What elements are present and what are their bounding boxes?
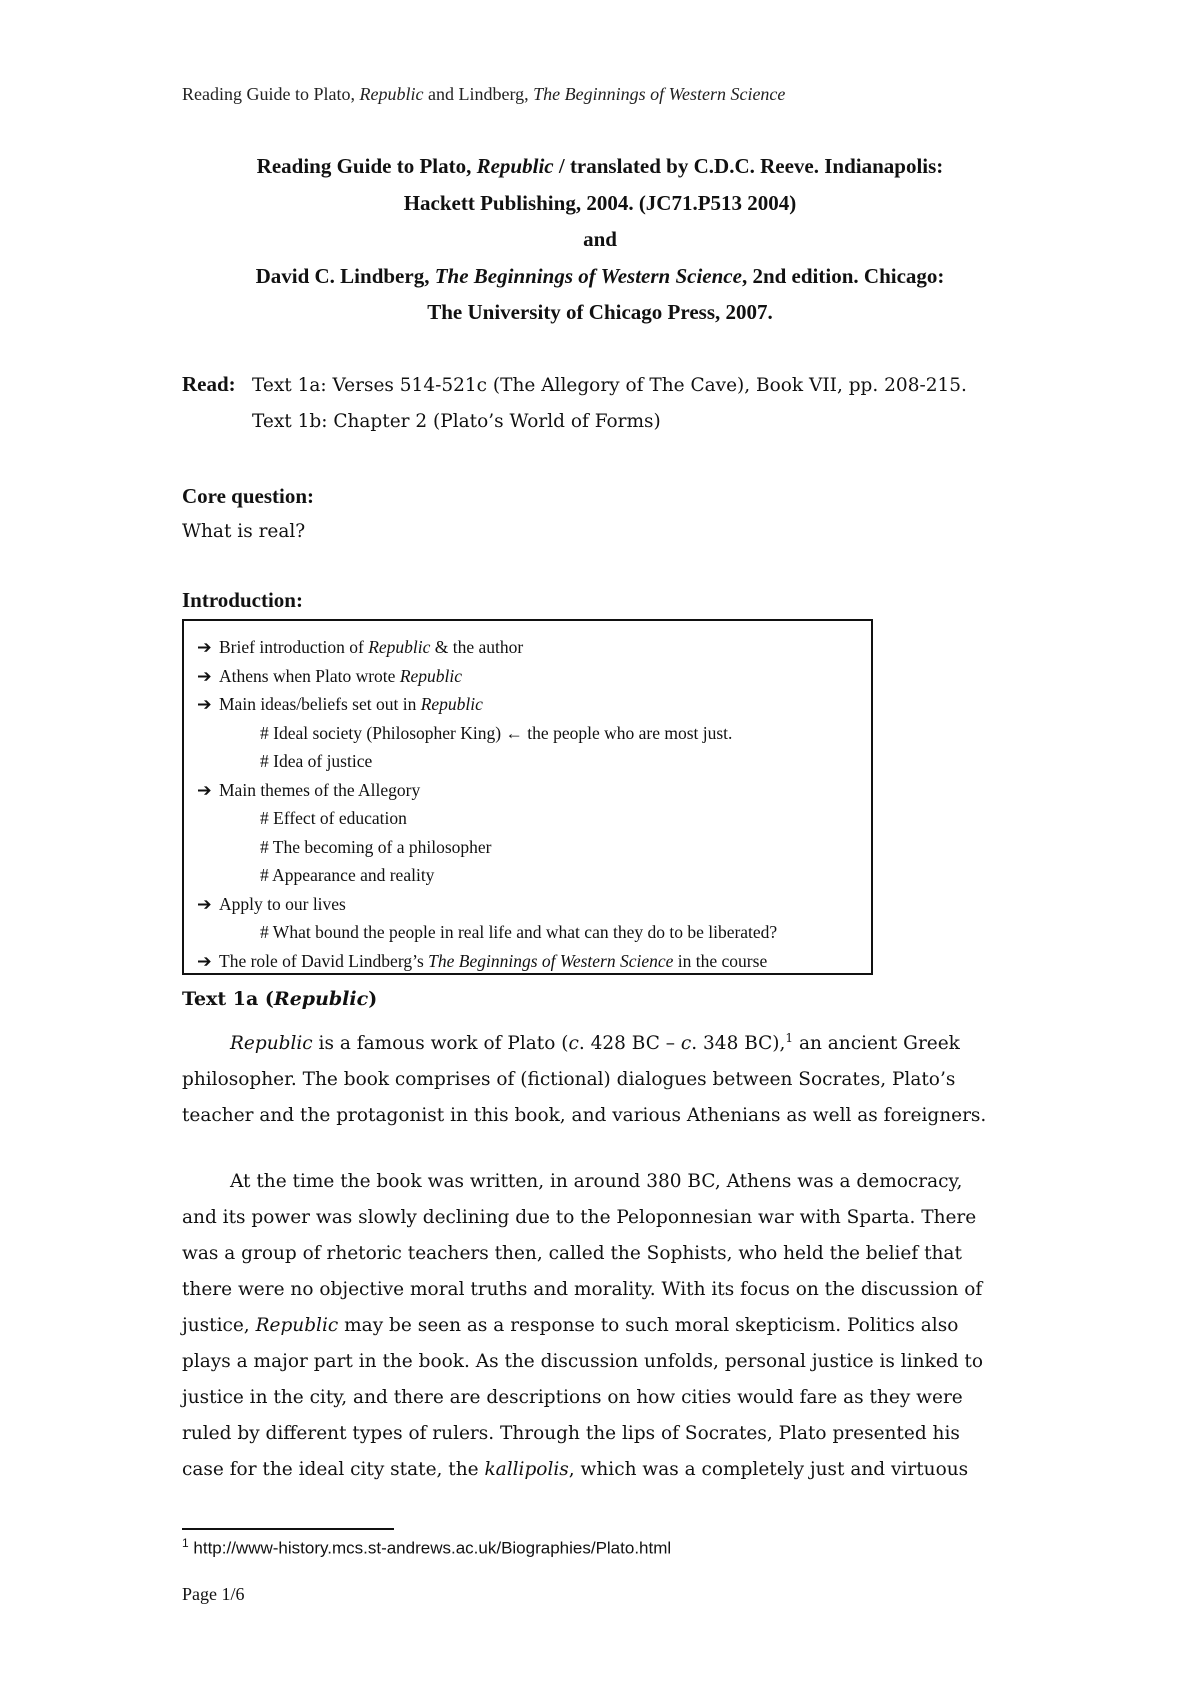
introduction-label: Introduction: <box>182 588 303 612</box>
read-line-2: Text 1b: Chapter 2 (Plato’s World of Forms) <box>252 411 661 432</box>
footnote <box>182 1536 671 1559</box>
title-line-3: and <box>583 227 617 251</box>
paragraph-line: case for the ideal city state, the kallipolis, which was a completely just and virtuous <box>182 1459 969 1480</box>
page-number: Page 1/6 <box>182 1584 245 1604</box>
outline-subitem: # Appearance and reality <box>260 865 435 885</box>
arrow-right-icon: ➔ <box>197 950 212 971</box>
core-question-text: What is real? <box>182 521 306 542</box>
outline-subitem: # What bound the people in real life and what can they do to be liberated? <box>260 922 778 942</box>
title-line-1: Reading Guide to Plato, Republic / translated by C.D.C. Reeve. Indianapolis: <box>256 154 944 178</box>
outline-subitem: # Effect of education <box>260 808 407 828</box>
title-line-5: The University of Chicago Press, 2007. <box>427 300 773 324</box>
outline-item: ➔ Apply to our lives <box>197 890 861 919</box>
header-text: Reading Guide to Plato, <box>182 84 360 104</box>
arrow-right-icon: ➔ <box>197 779 212 800</box>
paragraph-line: philosopher. The book comprises of (fictional) dialogues between Socrates, Plato’s <box>182 1069 956 1091</box>
paragraph-line: there were no objective moral truths and morality. With its focus on the discussion of <box>182 1279 983 1300</box>
running-header <box>182 84 785 105</box>
title-line-2: Hackett Publishing, 2004. (JC71.P513 2004) <box>403 190 797 215</box>
arrow-right-icon: ➔ <box>197 694 212 714</box>
core-question-section <box>182 478 314 550</box>
arrow-right-icon: ➔ <box>197 665 212 686</box>
paragraph-line: At the time the book was written, in around 380 BC, Athens was a democracy, <box>230 1171 963 1192</box>
paragraph-1 <box>182 1020 1018 1134</box>
footnote-link[interactable]: http://www-history.mcs.st-andrews.ac.uk/Biographies/Plato.html <box>188 1538 672 1558</box>
outline-item: ➔ Brief introduction of Republic & the author <box>197 633 861 662</box>
outline-subitem: # The becoming of a philosopher <box>260 836 492 857</box>
paragraph-line: justice in the city, and there are descriptions on how cities would fare as they were <box>182 1387 963 1408</box>
outline-item: ➔ Main themes of the Allegory <box>197 776 861 805</box>
paragraph-line: justice, Republic may be seen as a response to such moral skepticism. Politics also <box>182 1315 959 1336</box>
section-heading-text-1a: Text 1a (Republic) <box>182 988 378 1010</box>
header-republic: Republic <box>359 84 424 104</box>
outline-subitem: # Ideal society (Philosopher King) ← the people who are most just. <box>260 722 733 743</box>
paragraph-line: teacher and the protagonist in this book, and various Athenians as well as foreigners. <box>182 1105 987 1127</box>
outline-item: ➔ Athens when Plato wrote Republic <box>197 662 861 691</box>
paragraph-line: ruled by different types of rulers. Through the lips of Socrates, Plato presented his <box>182 1423 960 1444</box>
arrow-right-icon: ➔ <box>197 637 212 657</box>
paragraph-line: and its power was slowly declining due to the Peloponnesian war with Sparta. There <box>182 1207 977 1228</box>
footnote-reference[interactable]: 1 <box>785 1031 794 1045</box>
paragraph-line: plays a major part in the book. As the discussion unfolds, personal justice is linked to <box>182 1351 984 1372</box>
title-line-4: David C. Lindberg, The Beginnings of Western Science, 2nd edition. Chicago: <box>255 263 945 288</box>
read-label: Read: <box>182 372 236 396</box>
outline-item: ➔ Main ideas/beliefs set out in Republic <box>197 690 861 719</box>
paragraph-line: was a group of rhetoric teachers then, called the Sophists, who held the belief that <box>182 1243 962 1264</box>
read-line-1 <box>182 366 967 404</box>
outline-item: ➔ The role of David Lindberg’s The Beginnings of Western Science in the course <box>197 947 861 976</box>
core-question-label: Core question: <box>182 484 315 508</box>
header-text-2: and Lindberg, <box>423 84 534 104</box>
outline-subitem: # Idea of justice <box>260 751 373 771</box>
read-text-1a: Text 1a: Verses 514-521c (The Allegory of The Cave), Book VII, pp. 208-215. <box>252 375 967 396</box>
document-title <box>182 148 1018 331</box>
footnote-separator <box>182 1528 394 1530</box>
footnote-marker: 1 <box>182 1536 189 1550</box>
introduction-outline-box <box>182 619 873 975</box>
paragraph-line: Republic is a famous work of Plato (c. 428 BC – c. 348 BC),$^1$ an ancient Greek <box>230 1031 960 1055</box>
read-section <box>182 366 967 440</box>
header-book-title: The Beginnings of Western Science <box>533 84 786 104</box>
paragraph-2 <box>182 1164 1018 1488</box>
arrow-right-icon: ➔ <box>197 893 212 914</box>
